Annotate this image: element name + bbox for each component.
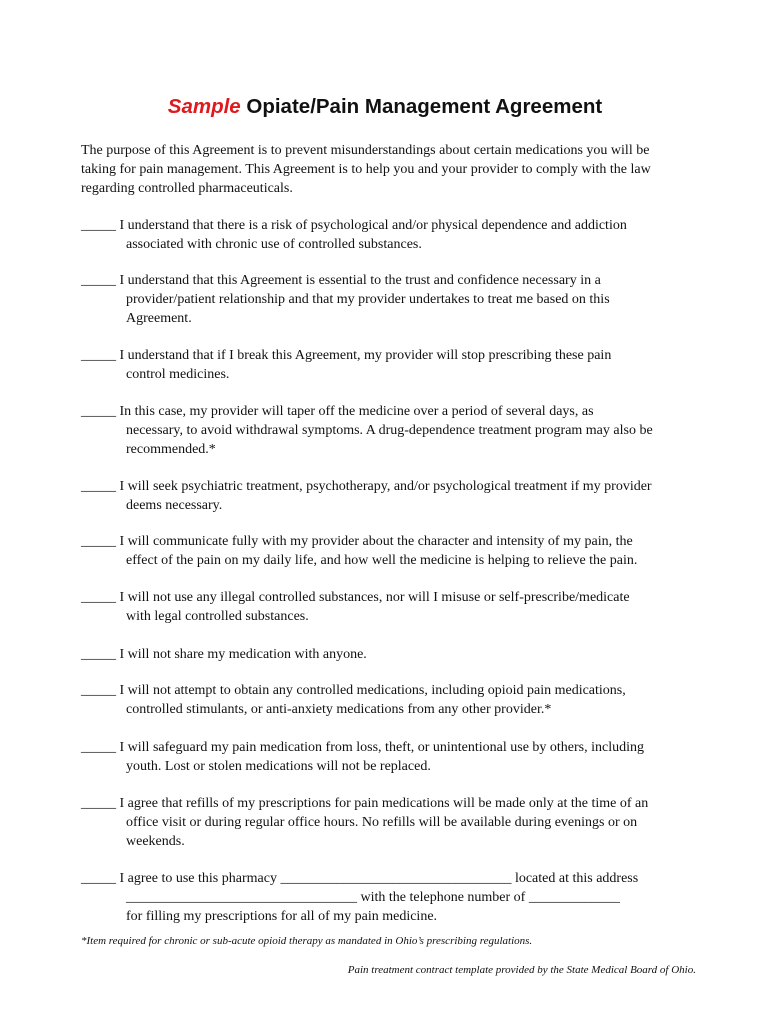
item-line: weekends. [126,834,185,849]
item-line: with legal controlled substances. [126,609,309,624]
item-line: office visit or during regular office hours. No refills will be available during evenings or on [126,815,638,830]
intro-line: regarding controlled pharmaceuticals. [81,181,293,196]
agreement-item-no-sharing [81,645,701,664]
item-line: _____ I understand that this Agreement is essential to the trust and confidence necessary in a [81,273,601,288]
item-line: _____ I will seek psychiatric treatment, psychotherapy, and/or psychological treatment if my provider [81,479,652,494]
item-line: associated with chronic use of controlled substances. [126,237,422,252]
item-line: _____ I agree to use this pharmacy _________________________________ located at this address [81,871,639,886]
item-line: effect of the pain on my daily life, and how well the medicine is helping to relieve the pain. [126,553,638,568]
item-line: _____ I will not use any illegal controlled substances, nor will I misuse or self-prescribe/medicate [81,590,630,605]
footnote: *Item required for chronic or sub-acute opioid therapy as mandated in Ohio’s prescribing regulations. [81,935,533,947]
intro-line: taking for pain management. This Agreement is to help you and your provider to comply with the law [81,162,651,177]
item-line: _____ I will communicate fully with my provider about the character and intensity of my pain, the [81,534,633,549]
agreement-item-refills [81,794,701,851]
item-line: controlled stimulants, or anti-anxiety medications from any other provider.* [126,702,552,717]
item-line: Agreement. [126,311,192,326]
item-line: _____ I will not share my medication with anyone. [81,647,367,662]
credit-line: Pain treatment contract template provided by the State Medical Board of Ohio. [347,964,696,976]
agreement-item-psychiatric [81,477,701,515]
item-line: _____ I will safeguard my pain medication from loss, theft, or unintentional use by others, including [81,740,645,755]
agreement-item-trust [81,271,701,328]
agreement-item-break-agreement [81,346,701,384]
item-line: _____ I agree that refills of my prescriptions for pain medications will be made only at the time of an [81,796,649,811]
item-line: _____ I understand that there is a risk of psychological and/or physical dependence and addiction [81,218,627,233]
item-line: youth. Lost or stolen medications will not be replaced. [126,759,431,774]
item-line: _____ I will not attempt to obtain any controlled medications, including opioid pain medications, [81,683,626,698]
intro-paragraph [81,141,701,198]
agreement-item-pharmacy [81,869,701,926]
agreement-item-taper [81,402,701,459]
title-main-text: Opiate/Pain Management Agreement [240,95,603,118]
agreement-item-dependence-risk [81,216,701,254]
agreement-item-illegal-substances [81,588,701,626]
agreement-item-communicate [81,532,701,570]
item-line: _________________________________ with the telephone number of _____________ [126,890,620,905]
item-line: _____ In this case, my provider will taper off the medicine over a period of several days, as [81,404,594,419]
item-line: provider/patient relationship and that my provider undertakes to treat me based on this [126,292,610,307]
title-sample-label: Sample [167,95,241,118]
item-line: for filling my prescriptions for all of my pain medicine. [126,909,438,924]
intro-line: The purpose of this Agreement is to prevent misunderstandings about certain medications you will be [81,143,650,158]
item-line: recommended.* [126,442,216,457]
agreement-item-safeguard [81,738,701,776]
item-line: _____ I understand that if I break this Agreement, my provider will stop prescribing these pain [81,348,612,363]
item-line: deems necessary. [126,498,223,513]
item-line: necessary, to avoid withdrawal symptoms. A drug-dependence treatment program may also be [126,423,653,438]
agreement-item-other-providers [81,681,701,719]
page-title [0,93,770,121]
item-line: control medicines. [126,367,230,382]
